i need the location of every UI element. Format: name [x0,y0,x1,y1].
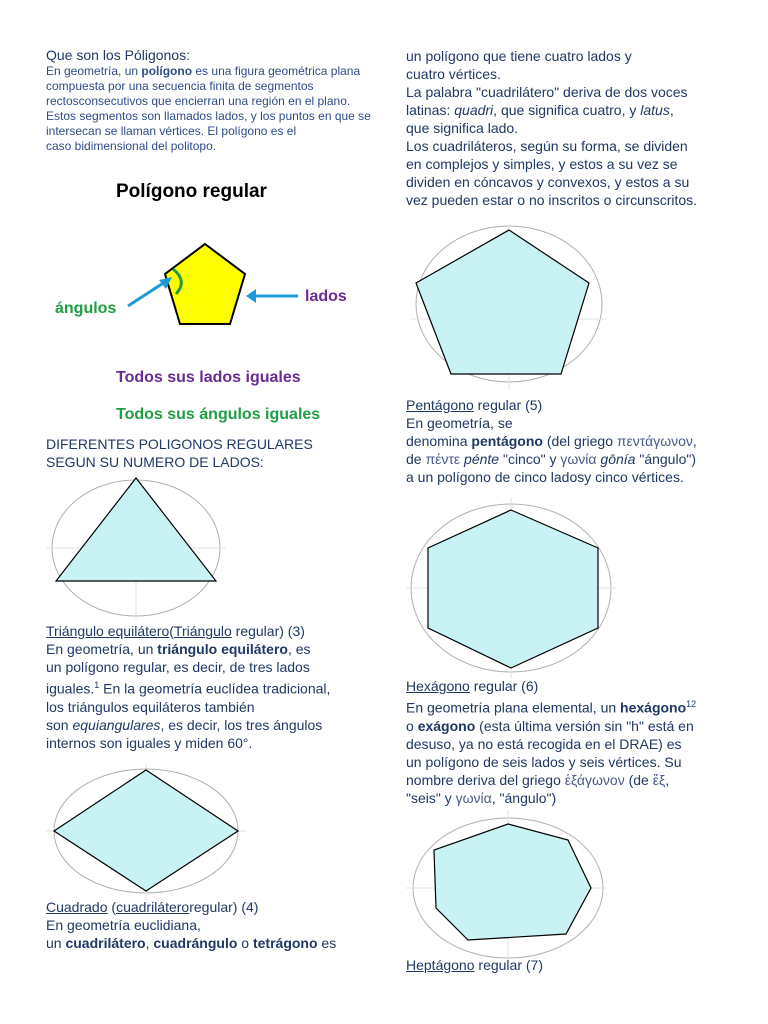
angles-arrow [128,280,168,306]
triangle-caption: Triángulo equilátero(Triángulo regular) (3) En geometría, un triángulo equilátero, es un polígono regular, es decir, de tres lados iguales.$^1$ En la geometría euclídea tradicional, los triángulos equiláteros también son equiangulares, es decir, los tres ángulos internos son iguales y miden 60°. [46,623,331,751]
link-pentagono[interactable]: Pentágono [406,397,474,413]
regular-pentagon-diagram [40,236,370,336]
link-triangulo-equilatero[interactable]: Triángulo equilátero [46,623,170,639]
intro-title: Que son los Póligonos: [46,47,190,63]
regular-polygon-heading: Polígono regular [116,181,267,202]
hexagon-caption: Hexágono regular (6) En geometría plana elemental, un hexágono$^{12}$ o exágono (esta última versión sin "h" está en desuso, ya no está recogida en el DRAE) es un polígono de seis lados y seis vértices. Su nombre deriva del griego ἑξάγωνον (de ἕξ, "seis" y γωνία, "ángulo") [406,678,697,806]
heptagon-diagram [406,810,606,960]
different-polygons-heading: DIFERENTES POLIGONOS REGULARES SEGUN SU NUMERO DE LADOS: [46,436,313,470]
square-diagram [46,765,246,905]
sides-arrowhead [246,289,256,303]
intro-block [46,46,371,154]
link-hexagono[interactable]: Hexágono [406,678,470,694]
equilateral-triangle [56,478,216,581]
label-angulos: ángulos [55,300,117,317]
triangle-diagram [46,470,236,620]
heptagon-caption: Heptágono regular (7) [406,957,543,973]
link-heptagono[interactable]: Heptágono [406,957,475,973]
link-cuadrado[interactable]: Cuadrado [46,899,108,915]
intro-paragraph: En geometría, un polígono es una figura geométrica plana compuesta por una secuencia finita de segmentos rectosconsecutivos que encierran una región en el plano. Estos segmentos son llamados lados, y los puntos en que se intersecan se llaman vértices. El polígono es el caso bidimensional del politopo. [46,64,371,153]
hexagon-diagram [406,498,616,678]
link-triangulo[interactable]: Triángulo [173,623,232,639]
square-caption: Cuadrado (cuadriláteroregular) (4) En geometría euclidiana, un cuadrilátero, cuadrángulo o tetrágono es [46,899,337,951]
regular-heptagon [434,824,591,940]
regular-hexagon [428,510,598,668]
label-lados: lados [305,288,347,305]
term-poligono: polígono [141,64,193,78]
yellow-pentagon [165,244,245,324]
pentagon-caption: Pentágono regular (5) En geometría, se denomina pentágono (del griego πεντάγωνον, de πέντε pénte "cinco" y γωνία gōnía "ángulo") a un polígono de cinco ladosy cinco vértices. [406,397,697,485]
rhombus [54,770,238,891]
equal-sides-line: Todos sus lados iguales [116,369,301,386]
pentagon-diagram [406,224,606,390]
equal-angles-line: Todos sus ángulos iguales [116,406,321,423]
quadrilateral-text: un polígono que tiene cuatro lados y cuatro vértices. La palabra "cuadrilátero" deriva de dos voces latinas: quadri, que significa cuatro, y latus, que significa lado. Los cuadriláteros, según su forma, se dividen en complejos y simples, y estos a su vez se dividen en cóncavos y convexos, y estos a su vez pueden estar o no inscritos o circunscritos. [406,48,698,208]
link-cuadrilatero[interactable]: cuadrilátero [116,899,190,915]
regular-pentagon [416,230,589,374]
